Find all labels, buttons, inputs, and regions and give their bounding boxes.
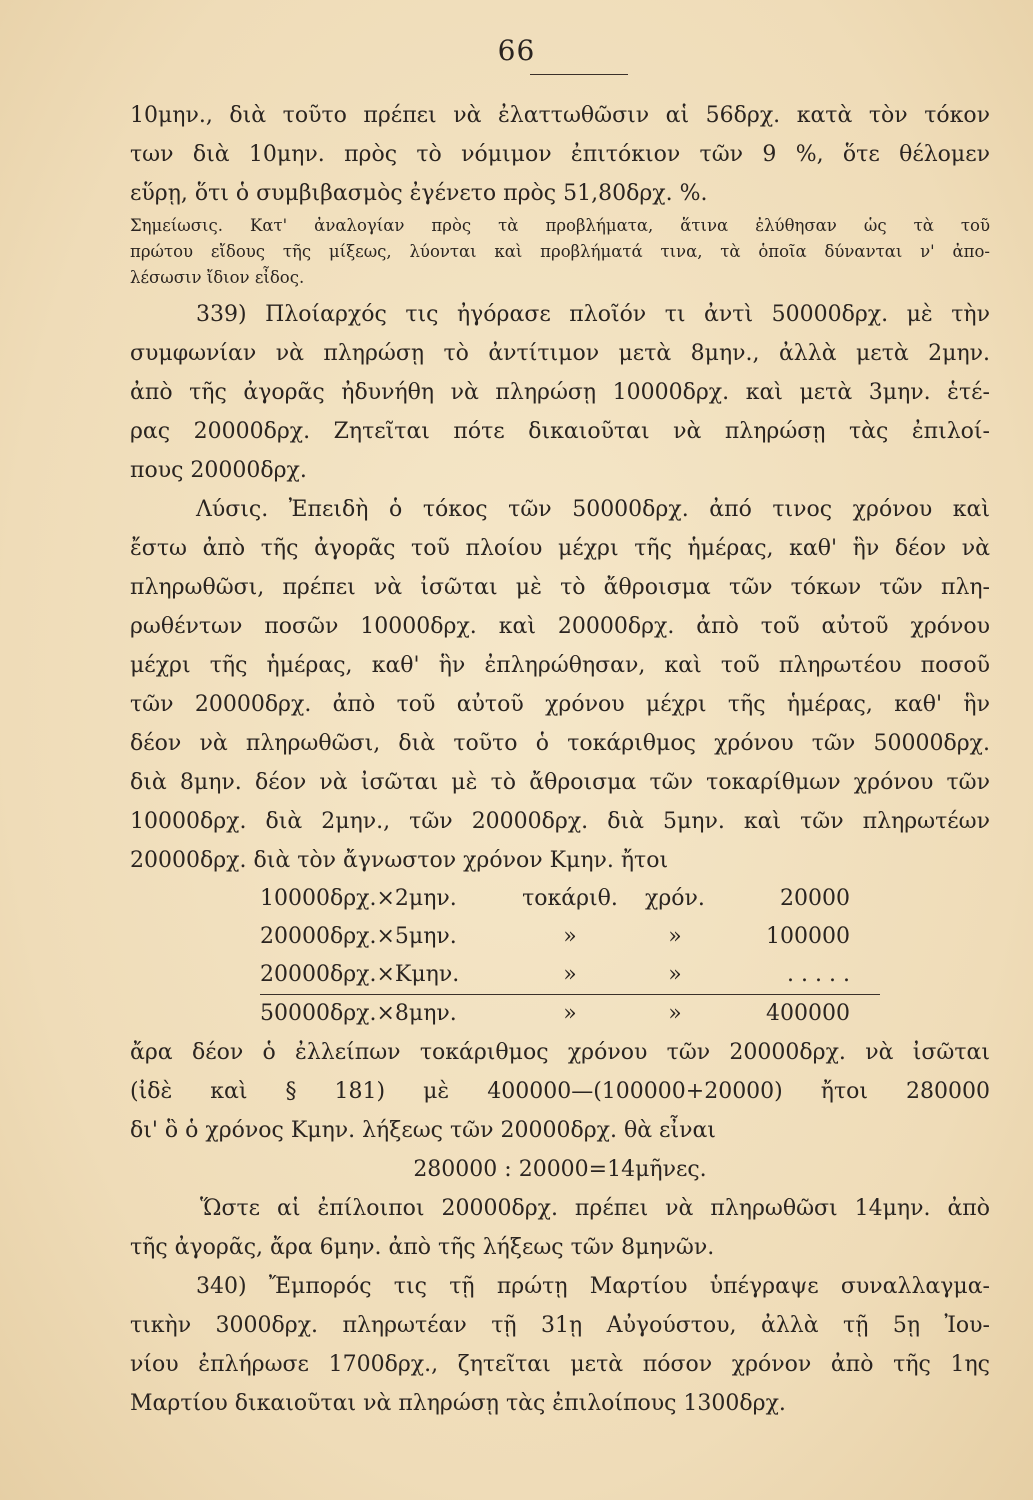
text-line: εὕρῃ, ὅτι ὁ συμβιβασμὸς ἐγένετο πρὸς 51,80δρχ. %. xyxy=(130,181,708,206)
solution-line: 20000δρχ. διὰ τὸν ἄγνωστον χρόνον Κμην. ἤτοι xyxy=(130,848,669,873)
solution-line: τῶν 20000δρχ. ἀπὸ τοῦ αὐτοῦ χρόνου μέχρι τῆς ἡμέρας, καθ' ἣν xyxy=(130,692,990,717)
conclusion-line: Ὥστε αἱ ἐπίλοιποι 20000δρχ. πρέπει νὰ πληρωθῶσι 14μην. ἀπὸ xyxy=(200,1196,990,1221)
solution-line: Λύσις. Ἐπειδὴ ὁ τόκος τῶν 50000δρχ. ἀπό τινος χρόνου καὶ xyxy=(196,497,990,522)
calc-row xyxy=(260,956,880,994)
problem-339-line: 339) Πλοίαρχός τις ἠγόρασε πλοῖόν τι ἀντὶ 50000δρχ. μὲ τὴν xyxy=(196,302,990,327)
calc-label: » xyxy=(563,924,577,949)
calc-label: » xyxy=(563,962,577,987)
calc-label: τοκάριθ. xyxy=(522,886,618,911)
calc-term: 50000δρχ.×8μην. xyxy=(260,1001,457,1026)
page-number: 66 xyxy=(497,34,536,67)
problem-339-line: πους 20000δρχ. xyxy=(130,458,307,483)
text-line: των διὰ 10μην. πρὸς τὸ νόμιμον ἐπιτόκιον τῶν 9 %, ὅτε θέλομεν xyxy=(130,142,990,167)
problem-340-line: τικὴν 3000δρχ. πληρωτέαν τῇ 31ῃ Αὐγούστου, ἀλλὰ τῇ 5ῃ Ἰου- xyxy=(130,1313,990,1338)
text-line: δι' ὃ ὁ χρόνος Κμην. λήξεως τῶν 20000δρχ. θὰ εἶναι xyxy=(130,1118,716,1143)
calc-label: » xyxy=(563,1001,577,1026)
solution-line: διὰ 8μην. δέον νὰ ἰσῶται μὲ τὸ ἄθροισμα τῶν τοκαρίθμων χρόνου τῶν xyxy=(130,770,990,795)
conclusion-line: τῆς ἀγορᾶς, ἄρα 6μην. ἀπὸ τῆς λήξεως τῶν 8μηνῶν. xyxy=(130,1235,715,1260)
calc-label: χρόν. xyxy=(645,886,705,911)
equation-line: 280000 : 20000=14μῆνες. xyxy=(413,1157,707,1182)
calc-row xyxy=(260,918,880,956)
note-line: Σημείωσις. Κατ' ἀναλογίαν πρὸς τὰ προβλήματα, ἅτινα ἐλύθησαν ὡς τὰ τοῦ xyxy=(130,216,990,235)
solution-line: πληρωθῶσι, πρέπει νὰ ἰσῶται μὲ τὸ ἄθροισμα τῶν τόκων τῶν πλη- xyxy=(130,575,990,600)
calc-value: 20000 xyxy=(780,886,850,911)
calc-value: . . . . . xyxy=(787,962,850,987)
problem-339-line: ἀπὸ τῆς ἀγορᾶς ἠδυνήθη νὰ πληρώσῃ 10000δρχ. καὶ μετὰ 3μην. ἑτέ- xyxy=(130,380,990,405)
solution-line: δέον νὰ πληρωθῶσι, διὰ τοῦτο ὁ τοκάριθμος χρόνου τῶν 50000δρχ. xyxy=(130,731,990,756)
calc-row xyxy=(260,880,880,918)
calculation-table xyxy=(260,880,880,1033)
text-line: 10μην., διὰ τοῦτο πρέπει νὰ ἐλαττωθῶσιν αἱ 56δρχ. κατὰ τὸν τόκον xyxy=(130,103,990,128)
problem-340-line: 340) Ἔμπορός τις τῇ πρώτῃ Μαρτίου ὑπέγραψε συναλλαγμα- xyxy=(196,1274,990,1299)
solution-line: ἔστω ἀπὸ τῆς ἀγορᾶς τοῦ πλοίου μέχρι τῆς ἡμέρας, καθ' ἣν δέον νὰ xyxy=(130,536,990,561)
calc-total-value: 400000 xyxy=(766,1001,850,1026)
note-line: λέσωσιν ἴδιον εἶδος. xyxy=(130,268,305,287)
problem-340-line: νίου ἐπλήρωσε 1700δρχ., ζητεῖται μετὰ πόσον χρόνον ἀπὸ τῆς 1ης xyxy=(130,1352,990,1377)
calc-term: 20000δρχ.×5μην. xyxy=(260,924,457,949)
calc-value: 100000 xyxy=(766,924,850,949)
problem-339-line: συμφωνίαν νὰ πληρώσῃ τὸ ἀντίτιμον μετὰ 8μην., ἀλλὰ μετὰ 2μην. xyxy=(130,341,990,366)
solution-line: 10000δρχ. διὰ 2μην., τῶν 20000δρχ. διὰ 5μην. καὶ τῶν πληρωτέων xyxy=(130,809,990,834)
problem-340-line: Μαρτίου δικαιοῦται νὰ πληρώσῃ τὰς ἐπιλοίπους 1300δρχ. xyxy=(130,1391,786,1416)
solution-line: μέχρι τῆς ἡμέρας, καθ' ἣν ἐπληρώθησαν, καὶ τοῦ πληρωτέου ποσοῦ xyxy=(130,653,990,678)
calc-label: » xyxy=(668,962,682,987)
text-line: (ἰδὲ καὶ § 181) μὲ 400000—(100000+20000) ἤτοι 280000 xyxy=(130,1079,990,1104)
header-rule xyxy=(530,74,628,75)
calc-term: 10000δρχ.×2μην. xyxy=(260,886,457,911)
calc-term: 20000δρχ.×Κμην. xyxy=(260,962,460,987)
calc-label: » xyxy=(668,1001,682,1026)
page-body xyxy=(130,96,990,1423)
problem-339-line: ρας 20000δρχ. Ζητεῖται πότε δικαιοῦται νὰ πληρώσῃ τὰς ἐπιλοί- xyxy=(130,419,990,444)
solution-line: ρωθέντων ποσῶν 10000δρχ. καὶ 20000δρχ. ἀπὸ τοῦ αὐτοῦ χρόνου xyxy=(130,614,990,639)
calc-label: » xyxy=(668,924,682,949)
text-line: ἄρα δέον ὁ ἐλλείπων τοκάριθμος χρόνου τῶν 20000δρχ. νὰ ἰσῶται xyxy=(130,1040,990,1065)
calc-total-row xyxy=(260,995,880,1033)
note-line: πρώτου εἴδους τῆς μίξεως, λύονται καὶ προβλήματά τινα, τὰ ὁποῖα δύνανται ν' ἀπο- xyxy=(130,242,990,261)
